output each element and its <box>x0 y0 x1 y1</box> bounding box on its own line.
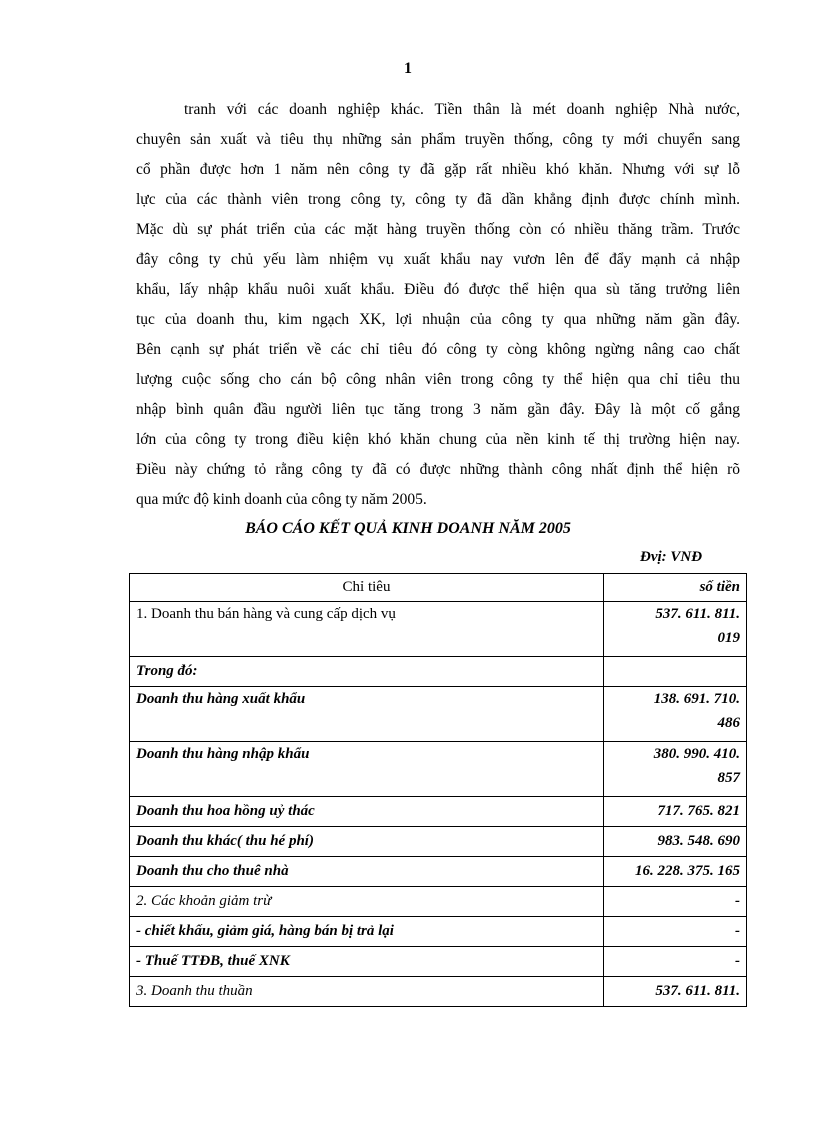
row-amount: - <box>604 917 747 947</box>
paragraph-line: lượng cuộc sống cho cán bộ công nhân viên trong công ty thể hiện qua chỉ tiêu thu <box>136 371 740 388</box>
paragraph-line: Bên cạnh sự phát triển về các chỉ tiêu đó công ty còng không ngừng nâng cao chất <box>136 341 740 358</box>
row-amount: - <box>604 947 747 977</box>
table-row <box>130 977 747 1007</box>
paragraph-line: Điều này chứng tỏ rằng công ty đã có được những thành công nhất định thể hiện rõ <box>136 461 740 478</box>
table-row <box>130 887 747 917</box>
paragraph-line: nhập bình quân đầu người liên tục tăng trong 3 năm gần đây. Đây là một cố gắng <box>136 401 740 418</box>
header-amount-cell: số tiền <box>604 574 747 602</box>
row-amount: 717. 765. 821 <box>604 797 747 827</box>
paragraph-line: Mặc dù sự phát triển của các mặt hàng truyền thống còn có nhiều thăng trầm. Trước <box>136 221 740 238</box>
table-row <box>130 742 747 797</box>
income-report-table <box>129 573 747 1007</box>
report-title: BÁO CÁO KẾT QUẢ KINH DOANH NĂM 2005 <box>245 520 571 537</box>
row-label: Doanh thu khác( thu hé phí) <box>130 827 604 857</box>
row-amount <box>604 687 747 742</box>
row-amount <box>604 602 747 657</box>
row-amount: 983. 548. 690 <box>604 827 747 857</box>
paragraph-line: khẩu, lấy nhập khẩu nuôi xuất khẩu. Điều đó được thể hiện qua sù tăng trưởng liên <box>136 281 740 298</box>
amount-line: 138. 691. 710. <box>653 691 740 707</box>
table-row <box>130 857 747 887</box>
paragraph-line: cổ phần được hơn 1 năm nên công ty đã gặp rất nhiều khó khăn. Nhưng với sự lỗ <box>136 161 740 178</box>
row-label: 3. Doanh thu thuần <box>130 977 604 1007</box>
row-amount: 16. 228. 375. 165 <box>604 857 747 887</box>
row-amount: 537. 611. 811. <box>604 977 747 1007</box>
table-row <box>130 687 747 742</box>
table-row <box>130 657 747 687</box>
page-number: 1 <box>404 60 412 77</box>
paragraph-line: lớn của công ty trong điều kiện khó khăn chung của nền kinh tế thị trường hiện nay. <box>136 431 740 448</box>
row-label: Doanh thu hoa hồng uỷ thác <box>130 797 604 827</box>
amount-line: 380. 990. 410. <box>653 746 740 762</box>
paragraph-line: qua mức độ kinh doanh của công ty năm 2005. <box>136 491 427 508</box>
paragraph-line: tranh với các doanh nghiệp khác. Tiền thân là mét doanh nghiệp Nhà nước, <box>184 101 740 118</box>
row-label: 2. Các khoản giảm trừ <box>130 887 604 917</box>
body-paragraph <box>136 95 740 515</box>
table-row <box>130 797 747 827</box>
table-row <box>130 602 747 657</box>
header-label-cell: Chỉ tiêu <box>130 574 604 602</box>
amount-line: 537. 611. 811. <box>655 606 740 622</box>
table-row <box>130 917 747 947</box>
row-label: 1. Doanh thu bán hàng và cung cấp dịch vụ <box>130 602 604 657</box>
row-label: - Thuế TTĐB, thuế XNK <box>130 947 604 977</box>
table-header-row <box>130 574 747 602</box>
table-row <box>130 947 747 977</box>
row-label: - chiết khấu, giảm giá, hàng bán bị trả lại <box>130 917 604 947</box>
paragraph-line: tục của doanh thu, kim ngạch XK, lợi nhuận của công ty qua những năm gần đây. <box>136 311 740 328</box>
row-label: Doanh thu hàng xuất khẩu <box>130 687 604 742</box>
table-row <box>130 827 747 857</box>
row-label: Doanh thu hàng nhập khẩu <box>130 742 604 797</box>
paragraph-line: đây công ty chủ yếu làm nhiệm vụ xuất khẩu nay vươn lên để đẩy mạnh cả nhập <box>136 251 740 268</box>
row-amount: - <box>604 887 747 917</box>
amount-line: 019 <box>717 630 740 646</box>
row-label: Doanh thu cho thuê nhà <box>130 857 604 887</box>
row-amount <box>604 657 747 687</box>
amount-line: 486 <box>717 715 740 731</box>
amount-line: 857 <box>717 770 740 786</box>
paragraph-line: lực của các thành viên trong công ty, công ty đã dần khẳng định được chính mình. <box>136 191 740 208</box>
row-amount <box>604 742 747 797</box>
currency-unit: Đvị: VNĐ <box>640 549 703 565</box>
row-label: Trong đó: <box>130 657 604 687</box>
paragraph-line: chuyên sản xuất và tiêu thụ những sản phẩm truyền thống, công ty mới chuyển sang <box>136 131 740 148</box>
